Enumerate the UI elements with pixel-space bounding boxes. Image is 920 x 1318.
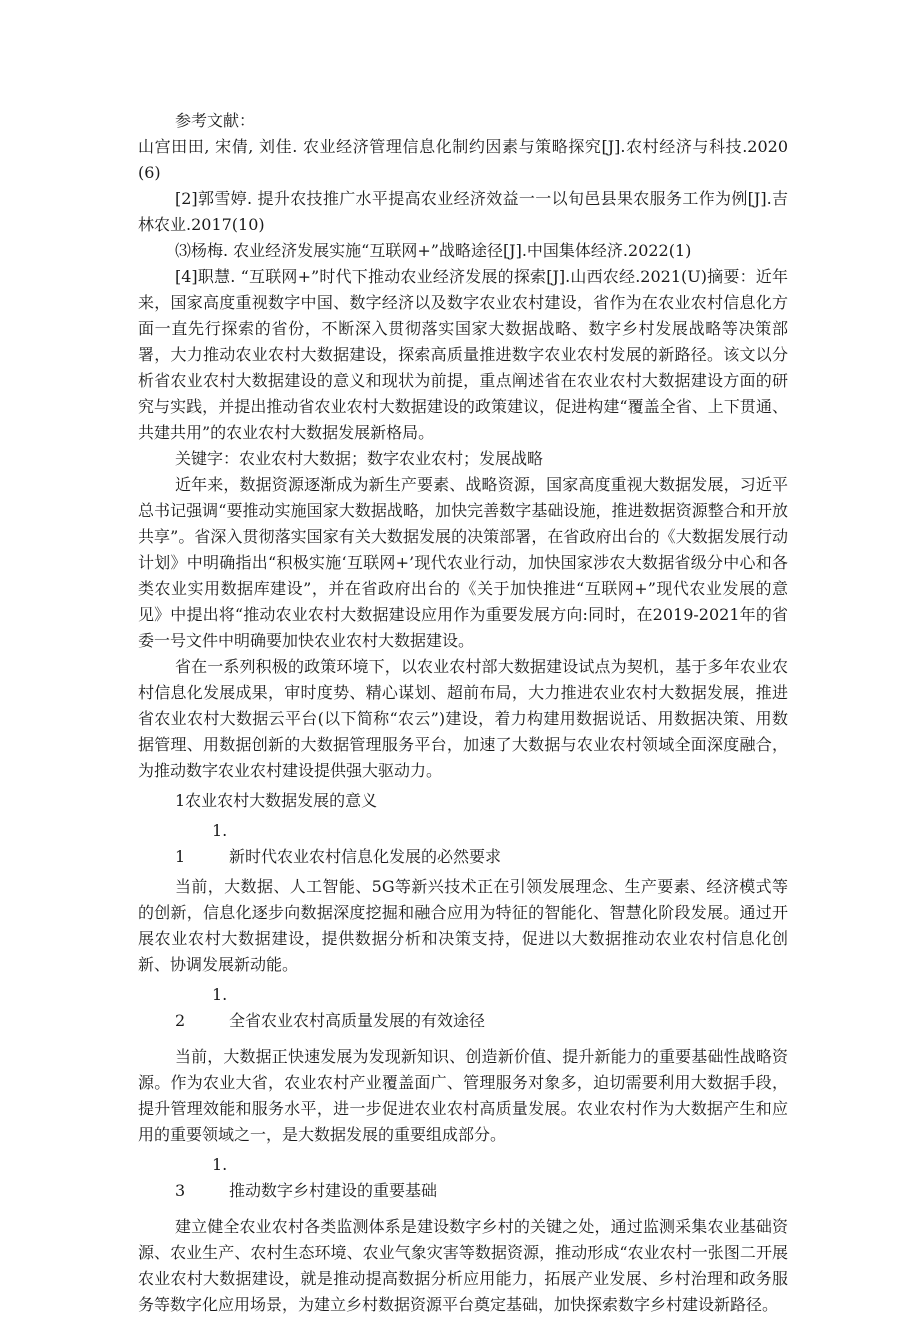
document-body xyxy=(138,108,788,1318)
subsection-number: 1.1 xyxy=(175,821,228,866)
subsection-body: 建立健全农业农村各类监测体系是建设数字乡村的关键之处，通过监测采集农业基础资源、农业生产、农村生态环境、农业气象灾害等数据资源，推动形成“农业农村一张图二开展农业农村大数据建设，就是推动提高数据分析应用能力，拓展产业发展、乡村治理和政务服务等数字化应用场景，为建立乡村数据资源平台奠定基础，加快探索数字乡村建设新路径。 xyxy=(138,1217,788,1314)
subsection-body: 当前，大数据正快速发展为发现新知识、创造新价值、提升新能力的重要基础性战略资源。作为农业大省，农业农村产业覆盖面广、管理服务对象多，迫切需要利用大数据手段，提升管理效能和服务水平，进一步促进农业农村高质量发展。农业农村作为大数据产生和应用的重要领域之一，是大数据发展的重要组成部分。 xyxy=(138,1047,788,1144)
reference-item-3: ⑶杨梅. 农业经济发展实施“互联网+”战略途径[J].中国集体经济.2022(1) xyxy=(175,241,692,260)
subsection-number: 1.2 xyxy=(175,985,228,1030)
reference-item-1: 山宫田田, 宋倩, 刘佳. 农业经济管理信息化制约因素与策略探究[J].农村经济与科技.2020(6) xyxy=(138,137,788,182)
reference-item-4-abstract: [4]职慧. “互联网+”时代下推动农业经济发展的探索[J].山西农经.2021(U)摘要：近年来，国家高度重视数字中国、数字经济以及数字农业农村建设，省作为在农业农村信息化方面一直先行探索的省份，不断深入贯彻落实国家大数据战略、数字乡村发展战略等决策部署，大力推动农业农村大数据建设，探索高质量推进数字农业农村发展的新路径。该文以分析省农业农村大数据建设的意义和现状为前提，重点阐述省在农业农村大数据建设方面的研究与实践，并提出推动省农业农村大数据建设的政策建议，促进构建“覆盖全省、上下贯通、共建共用”的农业农村大数据发展新格局。 xyxy=(138,267,788,442)
subsection-heading xyxy=(138,818,788,870)
subsection-number: 1.3 xyxy=(175,1155,228,1200)
subsection-body: 当前，大数据、人工智能、5G等新兴技术正在引领发展理念、生产要素、经济模式等的创新，信息化逐步向数据深度挖掘和融合应用为特征的智能化、智慧化阶段发展。通过开展农业农村大数据建设，提供数据分析和决策支持，促进以大数据推动农业农村信息化创新、协调发展新动能。 xyxy=(138,877,788,974)
section-heading: 1农业农村大数据发展的意义 xyxy=(175,791,378,810)
references-title: 参考文献： xyxy=(175,111,256,130)
intro-paragraph: 省在一系列积极的政策环境下，以农业农村部大数据建设试点为契机，基于多年农业农村信息化发展成果，审时度势、精心谋划、超前布局，大力推进农业农村大数据发展，推进省农业农村大数据云平台(以下简称“农云”)建设，着力构建用数据说话、用数据决策、用数据管理、用数据创新的大数据管理服务平台，加速了大数据与农业农村领域全面深度融合，为推动数字农业农村建设提供强大驱动力。 xyxy=(138,657,788,780)
subsection-title: 推动数字乡村建设的重要基础 xyxy=(229,1181,438,1200)
subsection-title: 全省农业农村高质量发展的有效途径 xyxy=(229,1011,486,1030)
subsection-heading xyxy=(138,982,788,1034)
reference-item-2: [2]郭雪婷. 提升农技推广水平提高农业经济效益一一以旬邑县果农服务工作为例[J].吉林农业.2017(10) xyxy=(138,189,788,234)
intro-paragraph: 近年来，数据资源逐渐成为新生产要素、战略资源，国家高度重视大数据发展，习近平总书记强调“要推动实施国家大数据战略，加快完善数字基础设施，推进数据资源整合和开放共享”。省深入贯彻落实国家有关大数据发展的决策部署，在省政府出台的《大数据发展行动计划》中明确指出“积极实施‘互联网+’现代农业行动，加快国家涉农大数据省级分中心和各类农业实用数据库建设”，并在省政府出台的《关于加快推进“互联网+”现代农业发展的意见》中提出将“推动农业农村大数据建设应用作为重要发展方向:同时，在2019-2021年的省委一号文件中明确要加快农业农村大数据建设。 xyxy=(138,475,788,650)
keywords: 关键字：农业农村大数据；数字农业农村；发展战略 xyxy=(175,449,544,468)
subsection-title: 新时代农业农村信息化发展的必然要求 xyxy=(229,847,502,866)
subsection-heading xyxy=(138,1152,788,1204)
